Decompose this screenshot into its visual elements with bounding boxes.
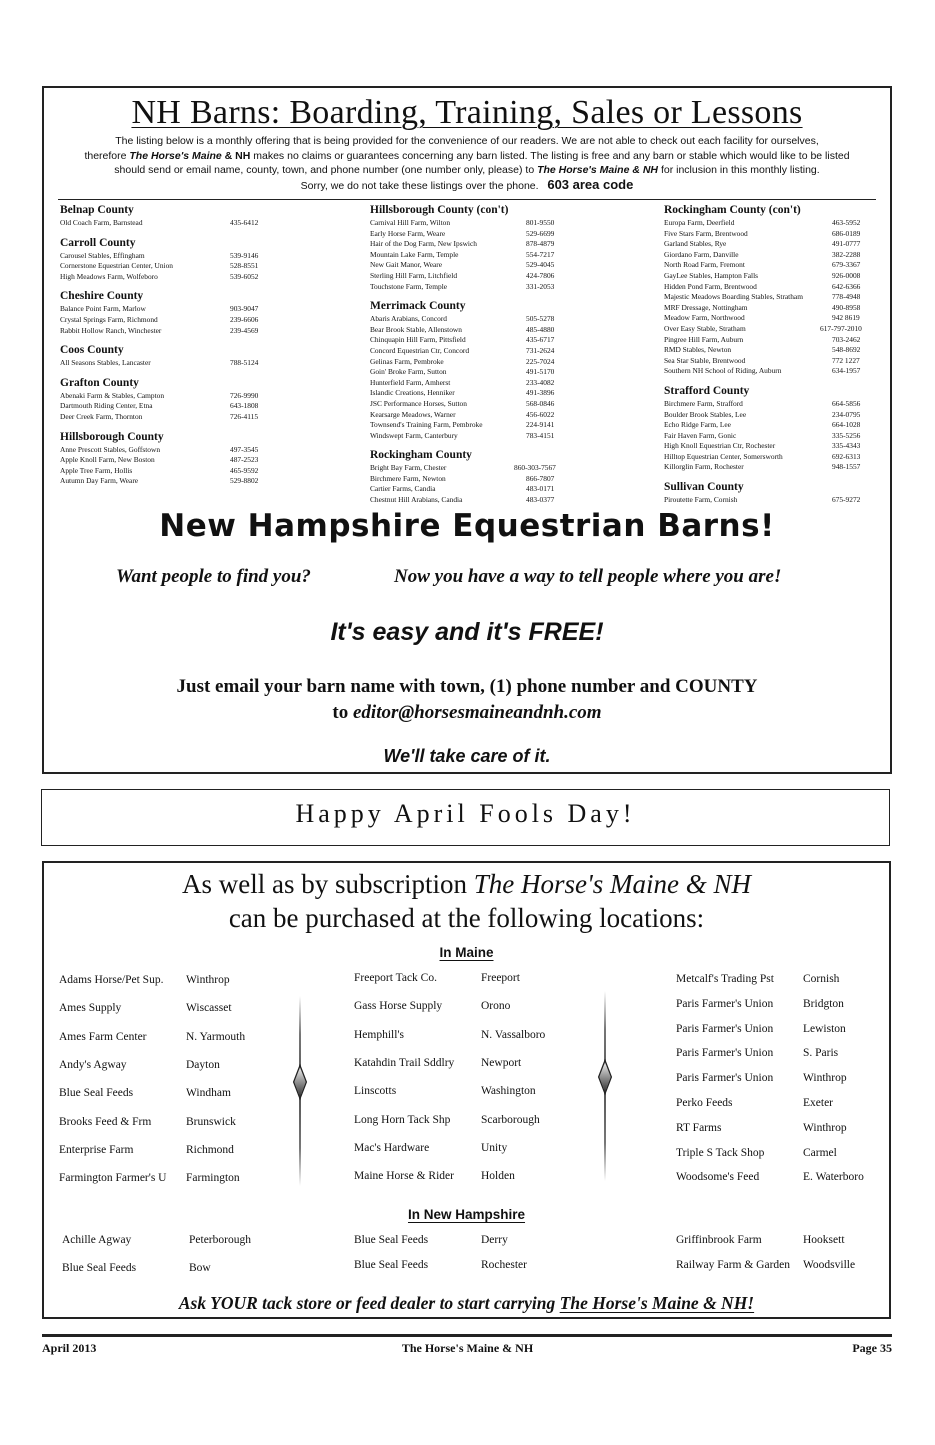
barn-entry <box>370 378 602 389</box>
barn-phone: 772 1227 <box>832 355 860 365</box>
store-town: E. Waterboro <box>803 1171 864 1184</box>
april-fools-banner <box>41 789 890 846</box>
barn-phone: 643-1808 <box>230 401 259 411</box>
barn-name: Crystal Springs Farm, Richmond <box>60 314 158 324</box>
barn-phone: 878-4879 <box>526 239 555 249</box>
store-town: Hooksett <box>803 1234 845 1246</box>
listing-divider <box>58 199 876 200</box>
footer-rule <box>42 1334 892 1337</box>
barn-entry <box>370 229 602 240</box>
barn-phone: 903-9047 <box>230 304 259 314</box>
store-name: Paris Farmer's Union <box>676 1022 774 1035</box>
barn-name: Birchmere Farm, Strafford <box>664 398 743 408</box>
barn-phone: 239-4569 <box>230 325 259 335</box>
barn-entry <box>370 346 602 357</box>
county-heading: Merrimack County <box>370 300 466 313</box>
barn-phone: 664-5856 <box>832 398 861 408</box>
column-divider-ornament <box>600 991 610 1181</box>
county-heading: Hillsborough County <box>60 430 164 443</box>
promo-free-line: It's easy and it's FREE! <box>330 618 604 646</box>
barn-name: Sterling Hill Farm, Litchfield <box>370 270 458 280</box>
barn-phone: 528-8551 <box>230 261 259 271</box>
barn-phone: 463-5952 <box>832 218 861 227</box>
store-town: N. Yarmouth <box>186 1030 246 1043</box>
intro-line-1: The listing below is a monthly offering that is being provided for the convenience of our readers. We are not able to check out each facility for ourselves, <box>115 135 819 147</box>
barn-name: Southern NH School of Riding, Auburn <box>664 366 782 376</box>
barn-entry <box>664 462 870 473</box>
store-name: Brooks Feed & Frm <box>59 1115 152 1128</box>
store-town: Carmel <box>803 1146 837 1159</box>
barn-entry <box>664 452 870 463</box>
barn-phone: 778-4948 <box>832 292 861 302</box>
county-heading: Belnap County <box>60 204 134 216</box>
barn-phone: 539-9146 <box>230 250 259 260</box>
store-town: Washington <box>481 1085 536 1098</box>
barn-phone: 497-3545 <box>230 444 259 454</box>
barn-name: Boulder Brook Stables, Lee <box>664 409 747 419</box>
maine-section-label: In Maine <box>439 945 494 960</box>
barn-entry <box>370 463 602 474</box>
barn-name: Hair of the Dog Farm, New Ipswich <box>370 239 477 249</box>
barn-name: Dartmouth Riding Center, Etna <box>60 401 153 411</box>
barn-entry <box>664 303 870 314</box>
barn-name: Abenaki Farm & Stables, Campton <box>60 390 165 400</box>
store-name: Paris Farmer's Union <box>676 1047 774 1060</box>
nh-section-label: In New Hampshire <box>407 1207 526 1222</box>
barn-entry <box>664 410 870 421</box>
barn-entry <box>370 367 602 378</box>
store-name: Hemphill's <box>354 1028 404 1041</box>
promo-question: Want people to find you? <box>116 566 311 587</box>
barn-listing-title: NH Barns: Boarding, Training, Sales or Lessons <box>131 94 803 131</box>
barn-entry <box>664 324 870 335</box>
barn-phone: 483-0171 <box>526 484 555 494</box>
barn-name: Concord Equestrian Ctr, Concord <box>370 345 470 355</box>
locations-subheading: can be purchased at the following locations: <box>228 903 705 933</box>
store-name: Freeport Tack Co. <box>354 972 437 984</box>
barn-name: Cartier Farms, Candia <box>370 484 436 494</box>
county-heading: Strafford County <box>664 384 750 397</box>
intro-line-2: therefore The Horse's Maine & NH makes no claims or guarantees concerning any barn listed. The listing is free and any barn or stable which would like to be listed <box>84 149 850 162</box>
barn-entry <box>60 326 280 337</box>
barn-entry <box>60 251 280 262</box>
store-name: Perko Feeds <box>676 1097 733 1109</box>
barn-entry <box>370 271 602 282</box>
barn-entry <box>370 484 602 495</box>
barn-name: Kearsarge Meadows, Warner <box>370 409 456 419</box>
barn-entry <box>664 218 870 229</box>
store-town: Rochester <box>481 1259 527 1271</box>
store-name: RT Farms <box>676 1121 722 1134</box>
barn-name: Pingree Hill Farm, Auburn <box>664 334 744 344</box>
store-town: N. Vassalboro <box>481 1028 546 1041</box>
barn-entry <box>60 412 280 423</box>
store-town: Lewiston <box>803 1022 846 1035</box>
barn-name: Chinquapin Hill Farm, Pittsfield <box>370 335 466 345</box>
barn-name: Garland Stables, Rye <box>664 239 727 249</box>
county-heading: Rockingham County <box>370 449 472 462</box>
barn-phone: 529-8802 <box>230 476 259 486</box>
barn-entry <box>370 325 602 336</box>
barn-name: Abaris Arabians, Concord <box>370 314 447 324</box>
barn-entry <box>370 410 602 421</box>
barn-entry <box>60 304 280 315</box>
store-name: Triple S Tack Shop <box>676 1146 765 1159</box>
barn-name: MRF Dressage, Nottingham <box>664 302 748 312</box>
barn-name: RMD Stables, Newton <box>664 345 732 355</box>
barn-name: Carousel Stables, Effingham <box>60 250 145 260</box>
store-name: Metcalf's Trading Pst <box>676 973 774 985</box>
store-name: Woodsome's Feed <box>676 1171 760 1184</box>
barn-name: Piroutette Farm, Cornish <box>664 495 738 505</box>
barn-entry <box>370 239 602 250</box>
barn-entry <box>370 495 602 506</box>
store-name: Mac's Hardware <box>354 1141 430 1154</box>
barn-entry <box>664 335 870 346</box>
barn-name: GayLee Stables, Hampton Falls <box>664 270 759 280</box>
barn-phone: 529-6699 <box>526 228 555 238</box>
barn-entry <box>664 431 870 442</box>
barn-entry <box>60 218 280 229</box>
barn-phone: 239-6606 <box>230 314 259 324</box>
store-name: Enterprise Farm <box>59 1143 134 1156</box>
store-town: Orono <box>481 1000 511 1013</box>
barn-entry <box>664 282 870 293</box>
barn-name: Mountain Lake Farm, Temple <box>370 249 459 259</box>
barn-phone: 491-0777 <box>832 239 861 249</box>
store-name: Griffinbrook Farm <box>676 1234 762 1246</box>
barn-phone: 726-4115 <box>230 411 259 421</box>
barn-entry <box>370 260 602 271</box>
store-town: Farmington <box>186 1172 240 1185</box>
barn-phone: 490-8958 <box>832 302 861 312</box>
barn-name: Old Coach Farm, Barnstead <box>60 218 143 227</box>
barn-phone: 801-9550 <box>526 218 555 227</box>
barn-phone: 529-4045 <box>526 260 555 270</box>
store-town: Unity <box>481 1141 508 1154</box>
barn-name: Rabbit Hollow Ranch, Winchester <box>60 325 162 335</box>
barn-name: Autumn Day Farm, Weare <box>60 476 139 486</box>
barn-name: Hilltop Equestrian Center, Somersworth <box>664 451 783 461</box>
barn-entry <box>60 455 280 466</box>
barn-name: Hunterfield Farm, Amherst <box>370 377 451 387</box>
store-name: Maine Horse & Rider <box>354 1170 454 1183</box>
barn-name: Touchstone Farm, Temple <box>370 281 448 291</box>
store-town: Winthrop <box>186 974 230 986</box>
barn-phone: 233-4082 <box>526 377 555 387</box>
barn-entry <box>370 357 602 368</box>
barn-name: Hidden Pond Farm, Brentwood <box>664 281 757 291</box>
barn-entry <box>664 420 870 431</box>
store-town: Windham <box>186 1087 231 1100</box>
footer-page-number: Page 35 <box>852 1341 892 1355</box>
barn-name: North Road Farm, Fremont <box>664 260 745 270</box>
store-name: Railway Farm & Garden <box>676 1259 791 1271</box>
barn-entry <box>664 345 870 356</box>
barn-name: Majestic Meadows Boarding Stables, Stratham <box>664 292 803 302</box>
barn-phone: 424-7806 <box>526 270 555 280</box>
ask-dealer-line: Ask YOUR tack store or feed dealer to start carrying The Horse's Maine & NH! <box>178 1293 755 1313</box>
barn-name: Gelinas Farm, Pembroke <box>370 356 444 366</box>
editor-email-link[interactable]: editor@horsesmaineandnh.com <box>352 702 602 723</box>
barn-name: Early Horse Farm, Weare <box>370 228 446 238</box>
barn-entry <box>664 239 870 250</box>
barn-entry <box>60 315 280 326</box>
store-town: Richmond <box>186 1143 234 1156</box>
barn-name: Windswept Farm, Canterbury <box>370 430 458 440</box>
barn-entry <box>664 260 870 271</box>
barn-phone: 487-2523 <box>230 455 259 465</box>
store-name: Linscotts <box>354 1085 397 1098</box>
barn-phone: 485-4880 <box>526 324 555 334</box>
locations-heading: As well as by subscription The Horse's Maine & NH <box>182 869 751 899</box>
barn-phone: 435-6412 <box>230 218 259 227</box>
barn-entry <box>664 356 870 367</box>
barn-phone: 642-6366 <box>832 281 861 291</box>
barn-phone: 664-1028 <box>832 420 861 430</box>
store-name: Katahdin Trail Sddlry <box>354 1056 455 1069</box>
store-name: Long Horn Tack Shp <box>354 1113 451 1126</box>
barn-entry <box>370 474 602 485</box>
barn-name: Echo Ridge Farm, Lee <box>664 420 731 430</box>
store-town: Exeter <box>803 1097 834 1109</box>
promo-answer: Now you have a way to tell people where you are! <box>394 566 782 587</box>
barn-phone: 224-9141 <box>526 420 555 430</box>
area-code: 603 area code <box>547 176 634 192</box>
barn-entry <box>60 358 280 369</box>
barn-entry <box>664 271 870 282</box>
barn-entry <box>370 420 602 431</box>
county-heading: Sullivan County <box>664 481 744 494</box>
column-divider-ornament <box>295 996 305 1186</box>
store-town: S. Paris <box>803 1047 839 1060</box>
barn-name: Islandic Creations, Henniker <box>370 388 455 398</box>
barn-phone: 456-6022 <box>526 409 555 419</box>
store-name: Paris Farmer's Union <box>676 1072 774 1085</box>
promo-instructions: Just email your barn name with town, (1) phone number and COUNTY <box>176 676 758 697</box>
barn-name: Apple Knoll Farm, New Boston <box>60 455 155 465</box>
barn-phone: 435-6717 <box>526 335 555 345</box>
barn-phone: 491-5170 <box>526 367 555 377</box>
barn-listing-box <box>42 86 892 774</box>
barn-phone: 703-2462 <box>832 334 861 344</box>
barn-phone: 491-3896 <box>526 388 555 398</box>
store-name: Blue Seal Feeds <box>62 1262 137 1275</box>
barn-phone: 866-7807 <box>526 473 555 483</box>
store-town: Woodsville <box>803 1259 856 1271</box>
store-town: Peterborough <box>189 1234 251 1246</box>
april-fools-text: Happy April Fools Day! <box>295 799 636 828</box>
barn-entry <box>60 272 280 283</box>
barn-phone: 465-9592 <box>230 465 259 475</box>
barn-entry <box>664 292 870 303</box>
store-name: Farmington Farmer's U <box>59 1172 167 1185</box>
barn-name: Killorglin Farm, Rochester <box>664 462 744 472</box>
barn-name: All Seasons Stables, Lancaster <box>60 358 151 368</box>
store-town: Cornish <box>803 973 840 985</box>
county-heading: Coos County <box>60 344 124 357</box>
store-name: Ames Farm Center <box>59 1030 147 1043</box>
barn-phone: 225-7024 <box>526 356 555 366</box>
store-town: Wiscasset <box>186 1002 232 1015</box>
barn-entry <box>60 445 280 456</box>
county-heading: Hillsborough County (con't) <box>370 204 509 216</box>
store-name: Blue Seal Feeds <box>354 1259 429 1271</box>
store-town: Derry <box>481 1234 508 1246</box>
barn-phone: 675-9272 <box>832 495 861 505</box>
barn-name: Five Stars Farm, Brentwood <box>664 228 748 238</box>
store-town: Holden <box>481 1170 515 1183</box>
barn-name: Fair Haven Farm, Gonic <box>664 430 737 440</box>
barn-entry <box>664 441 870 452</box>
barn-phone: 568-0846 <box>526 398 555 408</box>
barn-name: Carnival Hill Farm, Wilton <box>370 218 451 227</box>
barn-phone: 942 8619 <box>832 313 860 323</box>
barn-name: Bear Brook Stable, Allenstown <box>370 324 462 334</box>
barn-phone: 679-3367 <box>832 260 861 270</box>
barn-name: Sea Star Stable, Brentwood <box>664 355 746 365</box>
barn-entry <box>664 495 870 506</box>
barn-phone: 860-303-7567 <box>514 463 556 473</box>
store-name: Blue Seal Feeds <box>354 1234 429 1246</box>
barn-name: JSC Performance Horses, Sutton <box>370 398 467 408</box>
store-town: Dayton <box>186 1058 220 1071</box>
barn-phone: 505-5278 <box>526 314 555 324</box>
intro-line-4: Sorry, we do not take these listings over the phone. 603 area code <box>300 176 634 192</box>
store-town: Newport <box>481 1056 522 1069</box>
footer-date: April 2013 <box>42 1341 97 1355</box>
store-name: Achille Agway <box>62 1234 132 1246</box>
barn-phone: 382-2288 <box>832 249 861 259</box>
barn-name: High Meadows Farm, Wolfeboro <box>60 271 158 281</box>
barn-phone: 783-4151 <box>526 430 555 440</box>
barn-name: Deer Creek Farm, Thornton <box>60 411 143 421</box>
county-heading: Cheshire County <box>60 290 144 303</box>
store-town: Bow <box>189 1262 211 1275</box>
store-name: Ames Supply <box>59 1002 122 1015</box>
store-town: Winthrop <box>803 1121 847 1134</box>
barn-phone: 539-6052 <box>230 271 259 281</box>
barn-phone: 554-7217 <box>526 249 555 259</box>
barn-phone: 726-9990 <box>230 390 259 400</box>
barn-entry <box>370 335 602 346</box>
barn-entry <box>60 261 280 272</box>
barn-name: Townsend's Training Farm, Pembroke <box>370 420 483 430</box>
county-heading: Rockingham County (con't) <box>664 204 801 216</box>
barn-phone: 948-1557 <box>832 462 861 472</box>
county-heading: Grafton County <box>60 376 139 389</box>
barn-phone: 692-6313 <box>832 451 861 461</box>
store-name: Paris Farmer's Union <box>676 997 774 1010</box>
barn-name: Europa Farm, Deerfield <box>664 218 735 227</box>
store-name: Adams Horse/Pet Sup. <box>59 974 164 986</box>
barn-phone: 686-0189 <box>832 228 861 238</box>
footer-publication: The Horse's Maine & NH <box>401 1341 534 1355</box>
store-name: Andy's Agway <box>59 1058 127 1071</box>
store-name: Gass Horse Supply <box>354 1000 443 1013</box>
county-heading: Carroll County <box>60 236 136 249</box>
barn-entry <box>60 391 280 402</box>
store-town: Freeport <box>481 972 520 984</box>
barn-entry <box>664 229 870 240</box>
barn-entry <box>60 476 280 487</box>
barn-name: Cornerstone Equestrian Center, Union <box>60 261 173 271</box>
store-name: Blue Seal Feeds <box>59 1087 134 1100</box>
barn-name: Goin' Broke Farm, Sutton <box>370 367 447 377</box>
intro-line-3: should send or email name, county, town, and phone number (one number only, please) to The Horse's Maine & NH for inclusion in this monthly listing. <box>114 164 820 176</box>
barn-phone: 335-5256 <box>832 430 861 440</box>
barn-phone: 788-5124 <box>230 358 259 368</box>
barn-name: Anne Prescott Stables, Goffstown <box>60 444 161 454</box>
barn-name: Bright Bay Farm, Chester <box>370 463 447 473</box>
barn-entry <box>370 388 602 399</box>
barn-entry <box>664 250 870 261</box>
barn-entry <box>370 250 602 261</box>
barn-entry <box>370 218 602 229</box>
barn-entry <box>370 399 602 410</box>
barn-name: Chestnut Hill Arabians, Candia <box>370 495 463 505</box>
barn-column-3 <box>664 204 870 506</box>
store-town: Winthrop <box>803 1072 847 1085</box>
barn-name: New Gait Manor, Weare <box>370 260 443 270</box>
promo-email-line: to editor@horsesmaineandnh.com <box>332 702 602 723</box>
barn-entry <box>664 313 870 324</box>
barn-column-1 <box>60 204 280 487</box>
barn-phone: 617-797-2010 <box>820 323 862 333</box>
barn-phone: 483-0377 <box>526 495 555 505</box>
barn-name: Meadow Farm, Northwood <box>664 313 745 323</box>
barn-column-2 <box>370 204 602 506</box>
store-town: Scarborough <box>481 1113 540 1126</box>
barn-entry <box>664 399 870 410</box>
barn-name: Over Easy Stable, Stratham <box>664 323 746 333</box>
barn-phone: 926-0008 <box>832 270 861 280</box>
barn-entry <box>370 314 602 325</box>
barn-phone: 234-0795 <box>832 409 861 419</box>
promo-closing: We'll take care of it. <box>383 746 551 766</box>
barn-entry <box>60 401 280 412</box>
store-town: Bridgton <box>803 997 844 1010</box>
barn-name: Apple Tree Farm, Hollis <box>60 465 133 475</box>
store-town: Brunswick <box>186 1115 236 1128</box>
barn-name: Birchmere Farm, Newton <box>370 473 446 483</box>
barn-entry <box>664 366 870 377</box>
barn-phone: 548-8692 <box>832 345 861 355</box>
barn-entry <box>370 282 602 293</box>
promo-heading: New Hampshire Equestrian Barns! <box>159 508 775 544</box>
barn-name: Balance Point Farm, Marlow <box>60 304 146 314</box>
barn-phone: 331-2053 <box>526 281 555 291</box>
locations-box <box>42 861 891 1319</box>
barn-name: Giordano Farm, Danville <box>664 249 739 259</box>
barn-name: High Knoll Equestrian Ctr, Rochester <box>664 441 776 451</box>
barn-phone: 335-4343 <box>832 441 861 451</box>
barn-entry <box>370 431 602 442</box>
barn-entry <box>60 466 280 477</box>
barn-phone: 731-2624 <box>526 345 555 355</box>
barn-listing-intro <box>64 134 870 193</box>
barn-phone: 634-1957 <box>832 366 861 376</box>
